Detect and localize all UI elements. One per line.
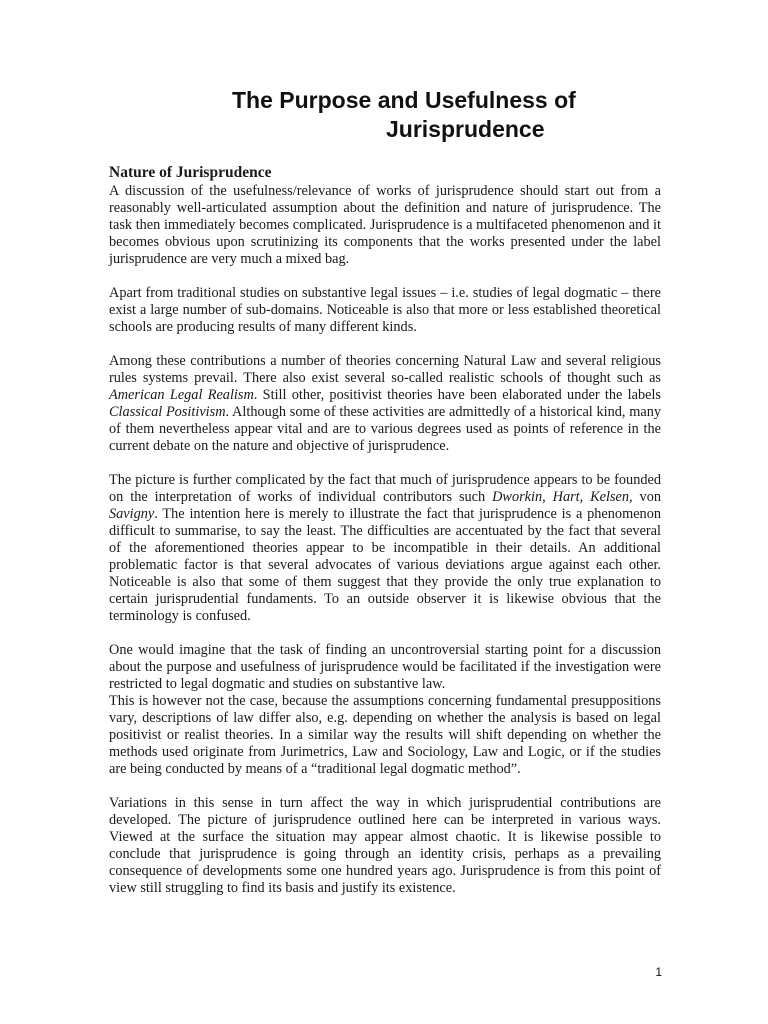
paragraph-4-part-a: The picture is further complicated by the fact that much of jurisprudence appears to be founded on the interpretation of works of individual contributors such: [109, 472, 661, 505]
paragraph-1: A discussion of the usefulness/relevance of works of jurisprudence should start out from a reasonably well-articulated assumption about the definition and nature of jurisprudence. The task then immediately becomes complicated. Jurisprudence is a multifaceted phenomenon and it becomes obvious upon scrutinizing its components that the works presented under the label jurisprudence are very much a mixed bag.: [109, 183, 661, 267]
title-line-1: The Purpose and Usefulness of: [232, 87, 576, 113]
paragraph-3-part-b: . Still other, positivist theories have been elaborated under the labels: [253, 387, 661, 403]
section-heading: Nature of Jurisprudence: [109, 164, 272, 181]
paragraph-3-part-a: Among these contributions a number of theories concerning Natural Law and several religious rules systems prevail. There also exist several so-called realistic schools of thought such as: [109, 353, 661, 386]
page-number: 1: [655, 965, 662, 979]
paragraph-3-part-c: . Although some of these activities are admittedly of a historical kind, many of them nevertheless appear vital and are to various degrees used as points of reference in the current debate on the nature and objective of jurisprudence.: [109, 404, 661, 454]
paragraph-2: Apart from traditional studies on substantive legal issues – i.e. studies of legal dogmatic – there exist a large number of sub-domains. Noticeable is also that more or less established theoretical schools are producing results of many different kinds.: [109, 285, 661, 335]
paragraph-6: This is however not the case, because the assumptions concerning fundamental presuppositions vary, descriptions of law differ also, e.g. depending on whether the analysis is based on legal positivist or realist theories. In a similar way the results will shift depending on whether the methods used originate from Jurimetrics, Law and Sociology, Law and Logic, or if the studies are being conducted by means of a “traditional legal dogmatic method”.: [109, 693, 661, 777]
document-body: [109, 164, 661, 914]
paragraph-3-emphasis-2: Classical Positivism: [109, 404, 226, 420]
paragraph-4-part-c: . The intention here is merely to illustrate the fact that jurisprudence is a phenomenon difficult to summarise, to say the least. The difficulties are accentuated by the fact that several of the aforementioned theories appear to be incompatible in their details. An additional problematic factor is that several advocates of various deviations argue against each other. Noticeable is also that some of them suggest that they provide the only true explanation to certain jurisprudential fundaments. To an outside observer it is likewise obvious that the terminology is confused.: [109, 506, 661, 624]
paragraph-4-part-b: von: [632, 489, 661, 505]
paragraph-3: [109, 353, 661, 455]
paragraph-3-emphasis-1: American Legal Realism: [109, 387, 254, 403]
paragraph-4-emphasis-2: Savigny: [109, 506, 155, 522]
paragraph-7: Variations in this sense in turn affect the way in which jurisprudential contributions are developed. The picture of jurisprudence outlined here can be interpreted in various ways. Viewed at the surface the situation may appear almost chaotic. It is likewise possible to conclude that jurisprudence is going through an identity crisis, perhaps as a prevailing consequence of developments some one hundred years ago. Jurisprudence is from this point of view still struggling to find its basis and justify its existence.: [109, 795, 661, 896]
paragraph-4-emphasis-1: Dworkin, Hart, Kelsen,: [492, 489, 633, 505]
document-title: [100, 86, 740, 144]
paragraph-4: [109, 472, 661, 625]
paragraph-5: One would imagine that the task of finding an uncontroversial starting point for a discussion about the purpose and usefulness of jurisprudence would be facilitated if the investigation were restricted to legal dogmatic and studies on substantive law.: [109, 642, 661, 692]
title-line-2: Jurisprudence: [386, 116, 545, 142]
